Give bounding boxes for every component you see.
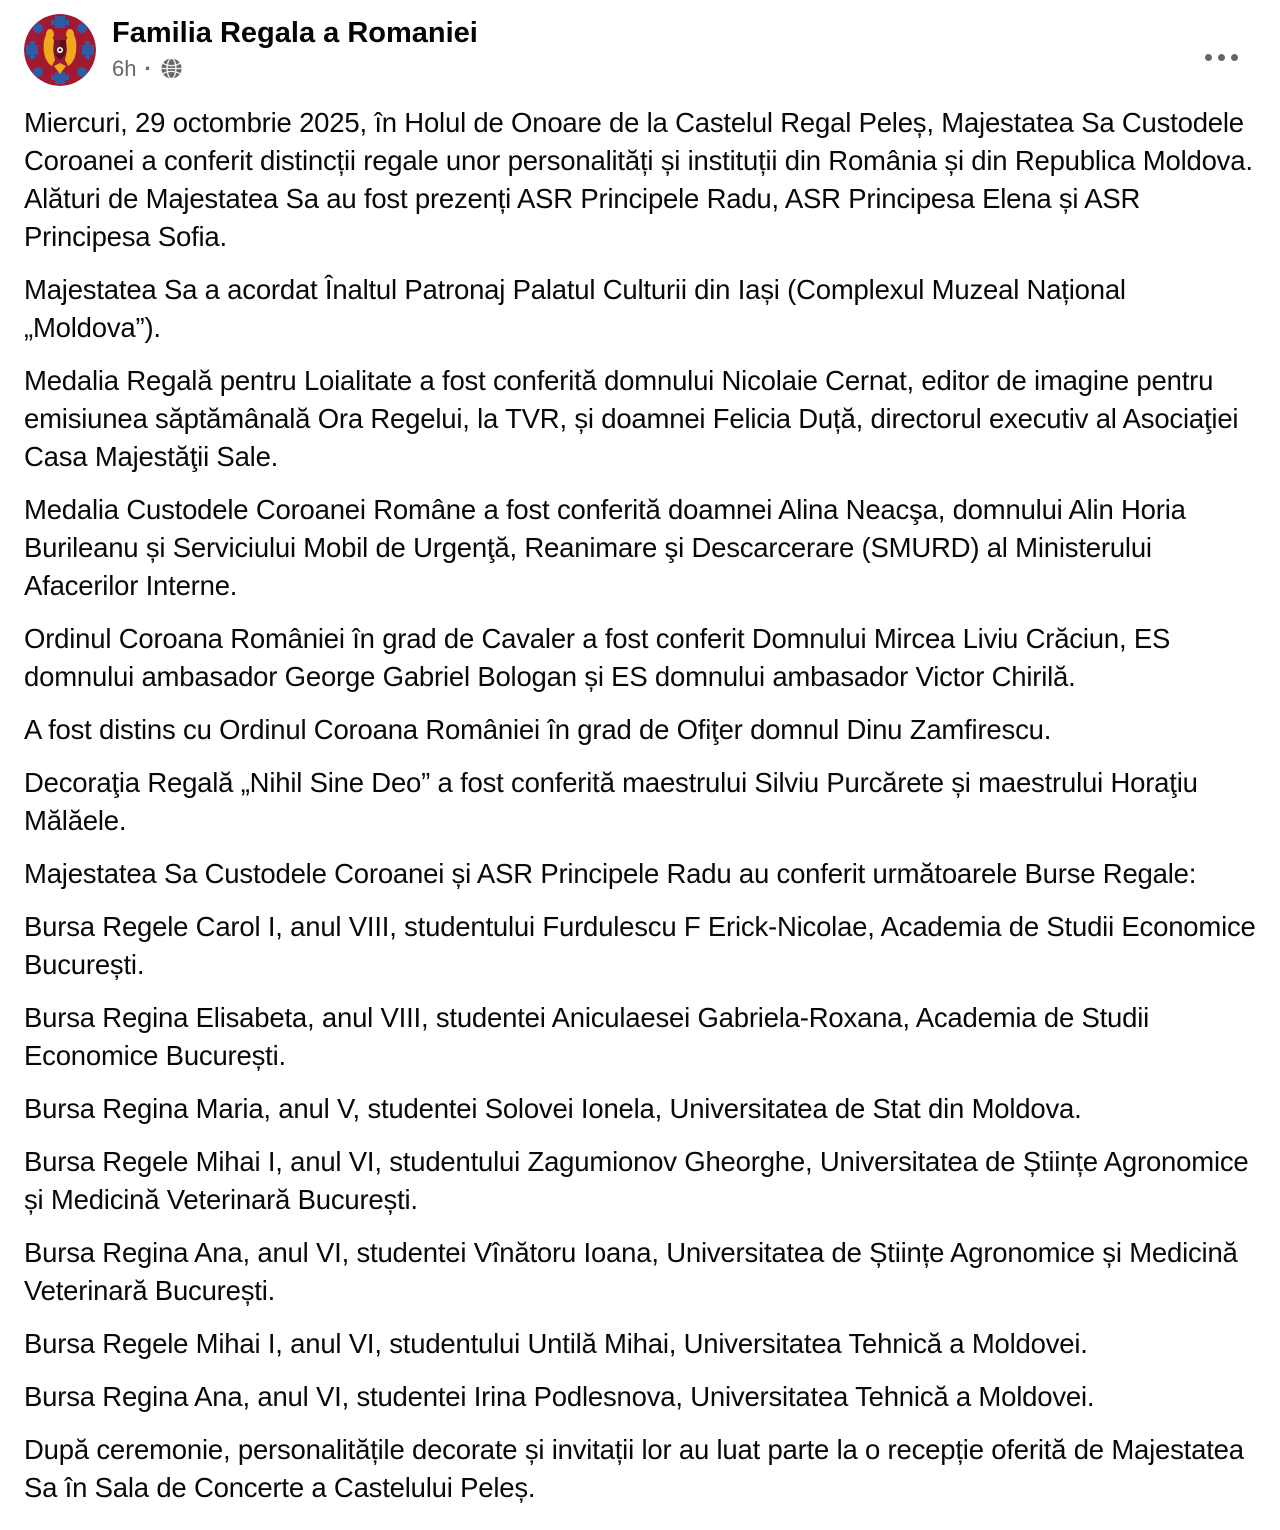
page-avatar[interactable] — [24, 14, 96, 86]
page-name-link[interactable]: Familia Regala a Romaniei — [112, 17, 478, 49]
post-paragraph: Majestatea Sa a acordat Înaltul Patronaj Palatul Culturii din Iași (Complexul Muzeal Național „Moldova”). — [24, 274, 1126, 343]
post-paragraph: A fost distins cu Ordinul Coroana României în grad de Ofiţer domnul Dinu Zamfirescu. — [24, 714, 1052, 745]
post-paragraph: Medalia Regală pentru Loialitate a fost conferită domnului Nicolaie Cernat, editor de imagine pentru emisiunea săptămânală Ora Regelui, la TVR, și doamnei Felicia Duță, directorul executiv al Asociaţiei Casa Majestăţii Sale. — [24, 365, 1239, 472]
post-paragraph: Medalia Custodele Coroanei Române a fost conferită doamnei Alina Neacşa, domnului Alin Horia Burileanu și Serviciului Mobil de Urgenţă, Reanimare şi Descarcerare (SMURD) al Ministerului Afacerilor Interne. — [24, 494, 1186, 601]
post-paragraph: După ceremonie, personalitățile decorate și invitații lor au luat parte la o recepție oferită de Majestatea Sa în Sala de Concerte a Castelului Peleș. — [24, 1434, 1244, 1503]
dot-icon — [1205, 54, 1212, 61]
dot-icon — [1218, 54, 1225, 61]
post-paragraph: Bursa Regele Mihai I, anul VI, studentului Untilă Mihai, Universitatea Tehnică a Moldovei. — [24, 1328, 1088, 1359]
header-text — [112, 14, 478, 82]
post-paragraph: Decoraţia Regală „Nihil Sine Deo” a fost conferită maestrului Silviu Purcărete și maestrului Horaţiu Mălăele. — [24, 767, 1198, 836]
post-timestamp[interactable]: 6h — [112, 55, 137, 81]
post-paragraph: Bursa Regina Maria, anul V, studentei Solovei Ionela, Universitatea de Stat din Moldova. — [24, 1093, 1082, 1124]
post-paragraph: Bursa Regina Elisabeta, anul VIII, studentei Aniculaesei Gabriela-Roxana, Academia de Studii Economice București. — [24, 1002, 1150, 1071]
globe-privacy-icon — [160, 57, 183, 80]
post-paragraph: Bursa Regina Ana, anul VI, studentei Vînătoru Ioana, Universitatea de Științe Agronomice și Medicină Veterinară București. — [24, 1237, 1238, 1306]
post-paragraph: Miercuri, 29 octombrie 2025, în Holul de Onoare de la Castelul Regal Peleș, Majestatea Sa Custodele Coroanei a conferit distincții regale unor personalități și instituții din România și din Republica Moldova. Alături de Majestatea Sa au fost prezenți ASR Principele Radu, ASR Principesa Elena și ASR Principesa Sofia. — [24, 107, 1253, 252]
post-body-text — [24, 100, 1256, 1507]
post-paragraph: Bursa Regele Mihai I, anul VI, studentului Zagumionov Gheorghe, Universitatea de Științe Agronomice și Medicină Veterinară București. — [24, 1146, 1249, 1215]
post-paragraph: Majestatea Sa Custodele Coroanei și ASR Principele Radu au conferit următoarele Burse Regale: — [24, 858, 1197, 889]
meta-separator: · — [144, 55, 152, 81]
post-header — [24, 14, 1256, 86]
post-more-options-button[interactable] — [1199, 44, 1244, 71]
post-paragraph: Bursa Regina Ana, anul VI, studentei Irina Podlesnova, Universitatea Tehnică a Moldovei. — [24, 1381, 1095, 1412]
royal-crest-icon — [24, 14, 96, 86]
dot-icon — [1231, 54, 1238, 61]
post-paragraph: Ordinul Coroana României în grad de Cavaler a fost conferit Domnului Mircea Liviu Crăciun, ES domnului ambasador George Gabriel Bologan și ES domnului ambasador Victor Chirilă. — [24, 623, 1171, 692]
post-meta — [112, 56, 478, 82]
post-paragraph: Bursa Regele Carol I, anul VIII, studentului Furdulescu F Erick-Nicolae, Academia de Studii Economice București. — [24, 911, 1256, 980]
